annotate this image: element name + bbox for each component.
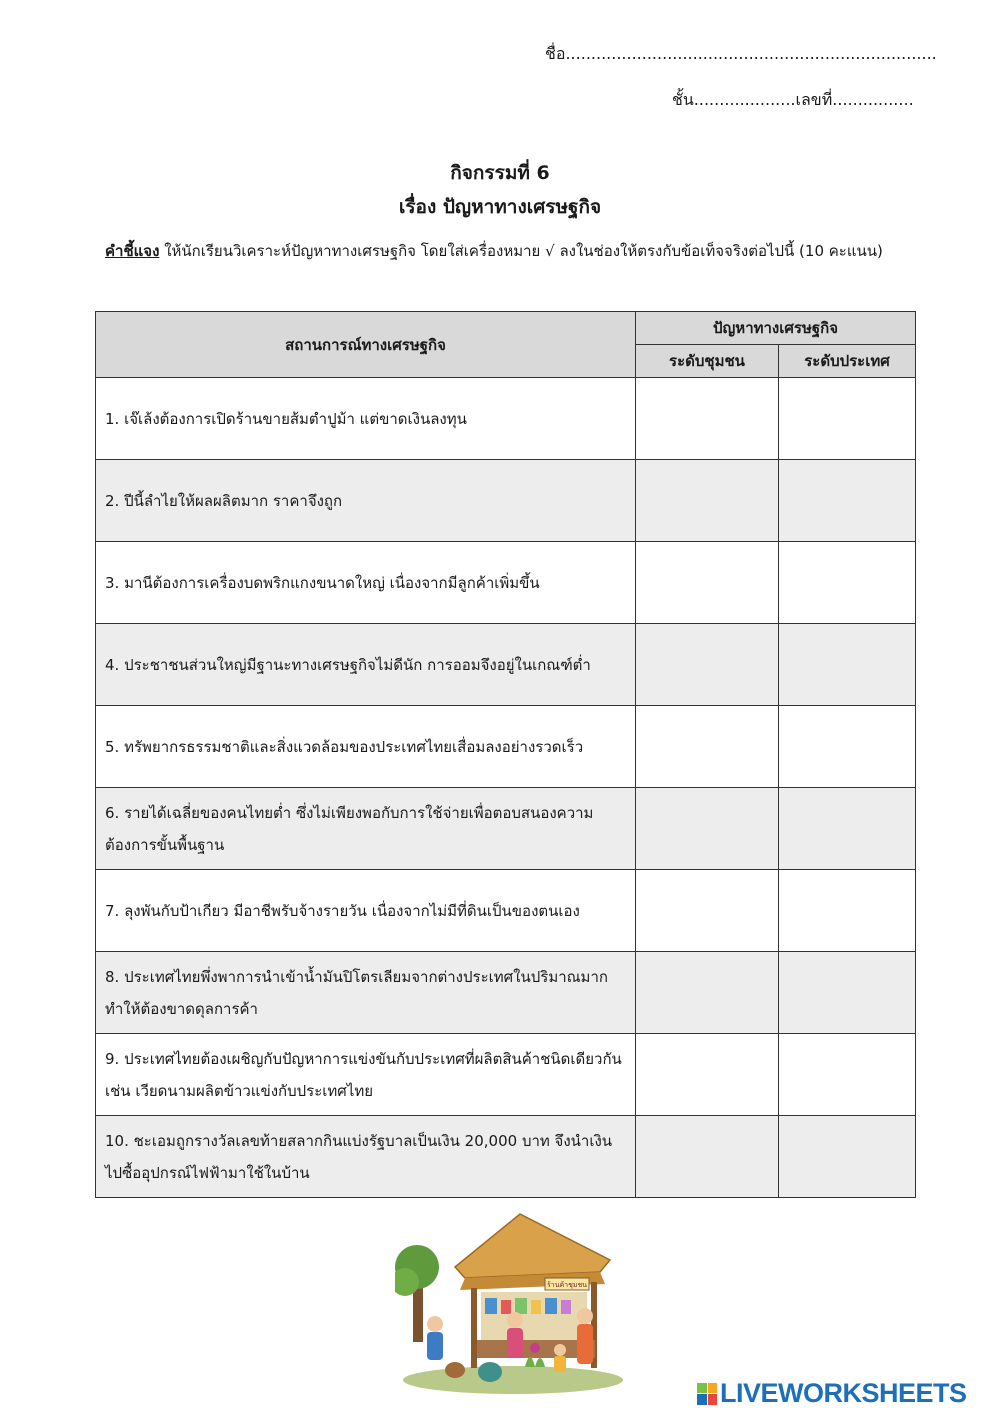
community-checkbox[interactable] (636, 460, 779, 542)
table-row (96, 788, 916, 870)
community-checkbox[interactable] (636, 952, 779, 1034)
logo-text: LIVEWORKSHEETS (720, 1378, 967, 1408)
student-name-field[interactable]: ชื่อ......................................................................... (545, 44, 937, 63)
child-body (554, 1356, 566, 1372)
situation-text: 7. ลุงพันกับป้าเกียว มีอาชีพรับจ้างรายวัน เนื่องจากไม่มีที่ดินเป็นของตนเอง (96, 870, 636, 952)
situation-text: 6. รายได้เฉลี่ยของคนไทยต่ำ ซึ่งไม่เพียงพอกับการใช้จ่ายเพื่อตอบสนองความต้องการขั้นพื้นฐาน (96, 788, 636, 870)
child-head (554, 1344, 566, 1356)
person-head (507, 1312, 523, 1328)
situation-text: 1. เจ๊เล้งต้องการเปิดร้านขายส้มตำปูม้า แต่ขาดเงินลงทุน (96, 378, 636, 460)
person-head (577, 1308, 593, 1324)
table-row (96, 1034, 916, 1116)
flower (530, 1343, 540, 1353)
country-checkbox[interactable] (779, 952, 916, 1034)
table-row (96, 1116, 916, 1198)
goods (531, 1300, 541, 1314)
person-body (577, 1324, 593, 1364)
country-checkbox[interactable] (779, 378, 916, 460)
instruction-keyword: คำชี้แจง (105, 242, 160, 260)
community-checkbox[interactable] (636, 1034, 779, 1116)
community-checkbox[interactable] (636, 378, 779, 460)
community-checkbox[interactable] (636, 788, 779, 870)
ground (403, 1366, 623, 1394)
table-row (96, 542, 916, 624)
header-country-level: ระดับประเทศ (779, 345, 916, 378)
table-row (96, 870, 916, 952)
liveworksheets-logo (697, 1378, 967, 1409)
situation-text: 9. ประเทศไทยต้องเผชิญกับปัญหาการแข่งขันกับประเทศที่ผลิตสินค้าชนิดเดียวกัน เช่น เวียดนามผลิตข้าวแข่งกับประเทศไทย (96, 1034, 636, 1116)
table-row (96, 624, 916, 706)
country-checkbox[interactable] (779, 870, 916, 952)
class-number-field[interactable]: ชั้น....................เลขที่................ (672, 90, 914, 109)
worksheet-table (95, 311, 916, 1198)
situation-text: 8. ประเทศไทยพึ่งพาการนำเข้าน้ำมันปิโตรเลียมจากต่างประเทศในปริมาณมาก ทำให้ต้องขาดดุลการค้า (96, 952, 636, 1034)
situation-text: 3. มานีต้องการเครื่องบดพริกแกงขนาดใหญ่ เนื่องจากมีลูกค้าเพิ่มขึ้น (96, 542, 636, 624)
goods (485, 1298, 497, 1314)
thatched-roof (455, 1214, 610, 1278)
goods (561, 1300, 571, 1314)
table-row (96, 378, 916, 460)
community-checkbox[interactable] (636, 1116, 779, 1198)
country-checkbox[interactable] (779, 706, 916, 788)
table-row (96, 706, 916, 788)
community-checkbox[interactable] (636, 706, 779, 788)
pot (445, 1362, 465, 1378)
header-problem-group: ปัญหาทางเศรษฐกิจ (636, 312, 916, 345)
situation-text: 10. ชะเอมถูกรางวัลเลขท้ายสลากกินแบ่งรัฐบาลเป็นเงิน 20,000 บาท จึงนำเงินไปซื้ออุปกรณ์ไฟฟ้ามาใช้ในบ้าน (96, 1116, 636, 1198)
country-checkbox[interactable] (779, 1116, 916, 1198)
country-checkbox[interactable] (779, 1034, 916, 1116)
country-checkbox[interactable] (779, 542, 916, 624)
instruction-text: ให้นักเรียนวิเคราะห์ปัญหาทางเศรษฐกิจ โดยใส่เครื่องหมาย √ ลงในช่องให้ตรงกับข้อเท็จจริงต่อไปนี้ (10 คะแนน) (164, 242, 883, 260)
situation-text: 5. ทรัพยากรธรรมชาติและสิ่งแวดล้อมของประเทศไทยเสื่อมลงอย่างรวดเร็ว (96, 706, 636, 788)
table-row (96, 952, 916, 1034)
goods (545, 1298, 557, 1314)
shop-post (471, 1288, 477, 1368)
logo-grid-icon (697, 1383, 717, 1405)
person-head (427, 1316, 443, 1332)
person-body (507, 1328, 523, 1358)
person-body (427, 1332, 443, 1360)
instructions (105, 234, 905, 268)
table-row (96, 460, 916, 542)
situation-text: 2. ปีนี้ลำไยให้ผลผลิตมาก ราคาจึงถูก (96, 460, 636, 542)
pot (478, 1362, 502, 1382)
goods (515, 1298, 527, 1314)
situation-text: 4. ประชาชนส่วนใหญ่มีฐานะทางเศรษฐกิจไม่ดีนัก การออมจึงอยู่ในเกณฑ์ต่ำ (96, 624, 636, 706)
topic-title: เรื่อง ปัญหาทางเศรษฐกิจ (398, 196, 602, 218)
activity-title: กิจกรรมที่ 6 (450, 162, 550, 184)
country-checkbox[interactable] (779, 624, 916, 706)
community-checkbox[interactable] (636, 870, 779, 952)
goods (501, 1300, 511, 1314)
shop-sign-text: ร้านค้าชุมชน (547, 1281, 587, 1289)
country-checkbox[interactable] (779, 788, 916, 870)
header-situation: สถานการณ์ทางเศรษฐกิจ (96, 312, 636, 378)
community-checkbox[interactable] (636, 624, 779, 706)
header-community-level: ระดับชุมชน (636, 345, 779, 378)
market-illustration (395, 1212, 630, 1397)
country-checkbox[interactable] (779, 460, 916, 542)
plant (525, 1357, 545, 1367)
community-checkbox[interactable] (636, 542, 779, 624)
